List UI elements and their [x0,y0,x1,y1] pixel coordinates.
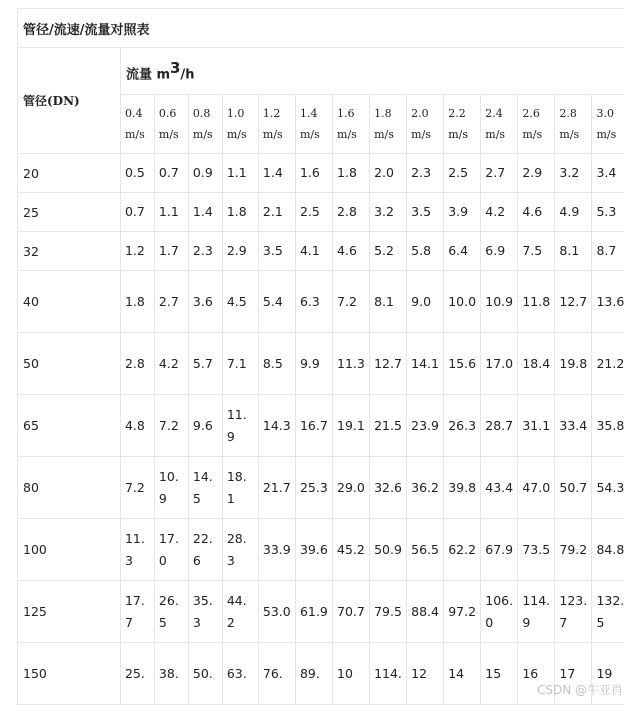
flow-value-cell: 2.9 [222,232,258,271]
velocity-header-cell [592,95,624,154]
flow-value-cell: 3.6 [188,271,222,333]
flow-value-cell: 18.4 [518,333,555,395]
velocity-unit: m/s [411,128,431,141]
flow-value-cell: 28.3 [222,519,258,581]
table-row [18,154,624,193]
velocity-value: 2.6 [522,107,540,120]
velocity-header-cell [120,95,154,154]
velocity-header-cell [333,95,370,154]
velocity-value: 0.8 [193,107,211,120]
flow-value-cell: 21.5 [370,395,407,457]
velocity-unit: m/s [125,128,145,141]
flow-value-cell: 39.6 [295,519,332,581]
dn-cell: 25 [18,193,121,232]
flow-value-cell: 73.5 [518,519,555,581]
flow-value-cell: 15.6 [444,333,481,395]
flow-value-cell: 10.9 [481,271,518,333]
velocity-value: 0.6 [159,107,177,120]
velocity-unit: m/s [559,128,579,141]
flow-value-cell: 132.5 [592,581,624,643]
flow-value-cell: 2.9 [518,154,555,193]
flow-value-cell: 10 [333,643,370,705]
velocity-unit: m/s [374,128,394,141]
flow-value-cell: 63. [222,643,258,705]
velocity-value: 1.0 [227,107,245,120]
table-row [18,457,624,519]
flow-value-cell: 15 [481,643,518,705]
flow-value-cell: 28.7 [481,395,518,457]
flow-value-cell: 1.2 [120,232,154,271]
table-row [18,519,624,581]
flow-value-cell: 47.0 [518,457,555,519]
flow-value-cell: 22.6 [188,519,222,581]
table-row [18,643,624,705]
table-row [18,395,624,457]
flow-value-cell: 1.7 [154,232,188,271]
flow-value-cell: 1.8 [333,154,370,193]
flow-value-cell: 12 [407,643,444,705]
flow-value-cell: 10.0 [444,271,481,333]
flow-value-cell: 10.9 [154,457,188,519]
velocity-unit: m/s [193,128,213,141]
flow-value-cell: 31.1 [518,395,555,457]
flow-value-cell: 13.6 [592,271,624,333]
flow-value-cell: 2.8 [333,193,370,232]
flow-value-cell: 1.6 [295,154,332,193]
dn-cell: 80 [18,457,121,519]
flow-value-cell: 4.6 [518,193,555,232]
flow-value-cell: 7.2 [120,457,154,519]
flow-value-cell: 5.3 [592,193,624,232]
flow-value-cell: 7.1 [222,333,258,395]
velocity-unit: m/s [159,128,179,141]
dn-cell: 20 [18,154,121,193]
flow-value-cell: 25.3 [295,457,332,519]
flow-value-cell: 1.1 [222,154,258,193]
flow-value-cell: 54.3 [592,457,624,519]
flow-value-cell: 0.5 [120,154,154,193]
flow-value-cell: 1.8 [120,271,154,333]
flow-value-cell: 53.0 [258,581,295,643]
velocity-header-cell [188,95,222,154]
table-title: 管径/流速/流量对照表 [18,9,624,48]
flow-value-cell: 9.9 [295,333,332,395]
flow-value-cell: 97.2 [444,581,481,643]
flow-value-cell: 29.0 [333,457,370,519]
flow-value-cell: 19.1 [333,395,370,457]
flow-value-cell: 11.8 [518,271,555,333]
flow-value-cell: 50. [188,643,222,705]
flow-value-cell: 14.5 [188,457,222,519]
flow-value-cell: 9.6 [188,395,222,457]
flow-value-cell: 106.0 [481,581,518,643]
flow-value-cell: 16.7 [295,395,332,457]
flow-value-cell: 14.3 [258,395,295,457]
flow-value-cell: 2.1 [258,193,295,232]
flow-value-cell: 5.4 [258,271,295,333]
flow-value-cell: 11.3 [333,333,370,395]
velocity-header-cell [258,95,295,154]
flow-value-cell: 76. [258,643,295,705]
velocity-unit: m/s [337,128,357,141]
flow-value-cell: 39.8 [444,457,481,519]
flow-value-cell: 14.1 [407,333,444,395]
velocity-header-cell [444,95,481,154]
flow-value-cell: 4.8 [120,395,154,457]
flow-value-cell: 23.9 [407,395,444,457]
flow-value-cell: 114. [370,643,407,705]
flow-value-cell: 12.7 [555,271,592,333]
velocity-value: 1.4 [300,107,318,120]
flow-value-cell: 0.7 [154,154,188,193]
flow-value-cell: 11.3 [120,519,154,581]
flow-value-cell: 2.3 [188,232,222,271]
flow-value-cell: 25. [120,643,154,705]
flow-value-cell: 3.4 [592,154,624,193]
flow-value-cell: 2.7 [481,154,518,193]
dn-cell: 50 [18,333,121,395]
flow-value-cell: 45.2 [333,519,370,581]
flow-value-cell: 5.7 [188,333,222,395]
flow-value-cell: 8.5 [258,333,295,395]
flow-value-cell: 3.2 [555,154,592,193]
flow-value-cell: 4.6 [333,232,370,271]
flow-value-cell: 11.9 [222,395,258,457]
flow-value-cell: 44.2 [222,581,258,643]
flow-value-cell: 14 [444,643,481,705]
flow-superscript: 3 [170,59,180,77]
velocity-header-cell [481,95,518,154]
flow-value-cell: 79.2 [555,519,592,581]
flow-value-cell: 2.7 [154,271,188,333]
flow-value-cell: 16 [518,643,555,705]
flow-value-cell: 0.7 [120,193,154,232]
flow-value-cell: 33.9 [258,519,295,581]
flow-value-cell: 61.9 [295,581,332,643]
velocity-value: 1.6 [337,107,355,120]
velocity-value: 3.0 [596,107,614,120]
velocity-header-cell [222,95,258,154]
flow-value-cell: 4.1 [295,232,332,271]
velocity-value: 0.4 [125,107,143,120]
velocity-value: 2.2 [448,107,466,120]
table-row [18,232,624,271]
velocity-header-cell [407,95,444,154]
table-row [18,271,624,333]
dn-cell: 125 [18,581,121,643]
dn-cell: 65 [18,395,121,457]
flow-value-cell: 62.2 [444,519,481,581]
flow-value-cell: 3.5 [258,232,295,271]
flow-value-cell: 3.2 [370,193,407,232]
flow-value-cell: 1.1 [154,193,188,232]
flow-value-cell: 50.9 [370,519,407,581]
flow-unit: /h [180,68,194,83]
velocity-unit: m/s [448,128,468,141]
velocity-unit: m/s [227,128,247,141]
flow-value-cell: 1.8 [222,193,258,232]
flow-value-cell: 114.9 [518,581,555,643]
flow-value-cell: 4.2 [154,333,188,395]
flow-value-cell: 8.1 [370,271,407,333]
flow-value-cell: 79.5 [370,581,407,643]
flow-value-cell: 4.9 [555,193,592,232]
dn-column-header: 管径(DN) [18,48,121,154]
flow-value-cell: 33.4 [555,395,592,457]
table-row [18,581,624,643]
table-row [18,333,624,395]
flow-value-cell: 19.8 [555,333,592,395]
flow-value-cell: 38. [154,643,188,705]
flow-value-cell: 5.2 [370,232,407,271]
flow-table-container [17,8,624,705]
flow-value-cell: 3.5 [407,193,444,232]
velocity-unit: m/s [485,128,505,141]
flow-value-cell: 17 [555,643,592,705]
flow-value-cell: 9.0 [407,271,444,333]
flow-value-cell: 1.4 [258,154,295,193]
flow-value-cell: 35.8 [592,395,624,457]
flow-value-cell: 6.4 [444,232,481,271]
flow-value-cell: 2.5 [295,193,332,232]
dn-cell: 150 [18,643,121,705]
flow-value-cell: 21.2 [592,333,624,395]
flow-value-cell: 4.5 [222,271,258,333]
flow-value-cell: 67.9 [481,519,518,581]
flow-value-cell: 7.5 [518,232,555,271]
velocity-header-cell [370,95,407,154]
flow-value-cell: 26.5 [154,581,188,643]
flow-value-cell: 84.8 [592,519,624,581]
flow-value-cell: 35.3 [188,581,222,643]
flow-value-cell: 56.5 [407,519,444,581]
flow-value-cell: 6.3 [295,271,332,333]
dn-cell: 40 [18,271,121,333]
flow-unit-header [120,48,624,95]
flow-value-cell: 2.3 [407,154,444,193]
flow-value-cell: 17.0 [481,333,518,395]
flow-value-cell: 0.9 [188,154,222,193]
flow-value-cell: 2.0 [370,154,407,193]
flow-value-cell: 123.7 [555,581,592,643]
velocity-header-cell [295,95,332,154]
flow-value-cell: 2.5 [444,154,481,193]
watermark: CSDN @牛亚肖 [537,681,623,698]
flow-value-cell: 17.7 [120,581,154,643]
velocity-value: 2.8 [559,107,577,120]
velocity-unit: m/s [263,128,283,141]
flow-value-cell: 1.4 [188,193,222,232]
pipe-flow-table [17,8,624,705]
flow-value-cell: 2.8 [120,333,154,395]
flow-value-cell: 17.0 [154,519,188,581]
flow-value-cell: 18.1 [222,457,258,519]
velocity-value: 2.0 [411,107,429,120]
flow-value-cell: 8.7 [592,232,624,271]
flow-value-cell: 70.7 [333,581,370,643]
velocity-unit: m/s [300,128,320,141]
flow-value-cell: 89. [295,643,332,705]
velocity-value: 2.4 [485,107,503,120]
flow-value-cell: 7.2 [154,395,188,457]
flow-value-cell: 36.2 [407,457,444,519]
table-row [18,193,624,232]
velocity-value: 1.2 [263,107,281,120]
flow-value-cell: 50.7 [555,457,592,519]
flow-value-cell: 26.3 [444,395,481,457]
flow-value-cell: 32.6 [370,457,407,519]
flow-value-cell: 6.9 [481,232,518,271]
dn-cell: 32 [18,232,121,271]
flow-value-cell: 7.2 [333,271,370,333]
velocity-header-cell [555,95,592,154]
flow-value-cell: 3.9 [444,193,481,232]
flow-value-cell: 4.2 [481,193,518,232]
flow-value-cell: 88.4 [407,581,444,643]
flow-value-cell: 19 [592,643,624,705]
velocity-value: 1.8 [374,107,392,120]
flow-value-cell: 5.8 [407,232,444,271]
velocity-header-cell [518,95,555,154]
flow-label: 流量 m [126,68,170,83]
flow-value-cell: 43.4 [481,457,518,519]
velocity-header-cell [154,95,188,154]
flow-value-cell: 8.1 [555,232,592,271]
velocity-unit: m/s [596,128,616,141]
flow-value-cell: 12.7 [370,333,407,395]
velocity-unit: m/s [522,128,542,141]
dn-cell: 100 [18,519,121,581]
flow-value-cell: 21.7 [258,457,295,519]
